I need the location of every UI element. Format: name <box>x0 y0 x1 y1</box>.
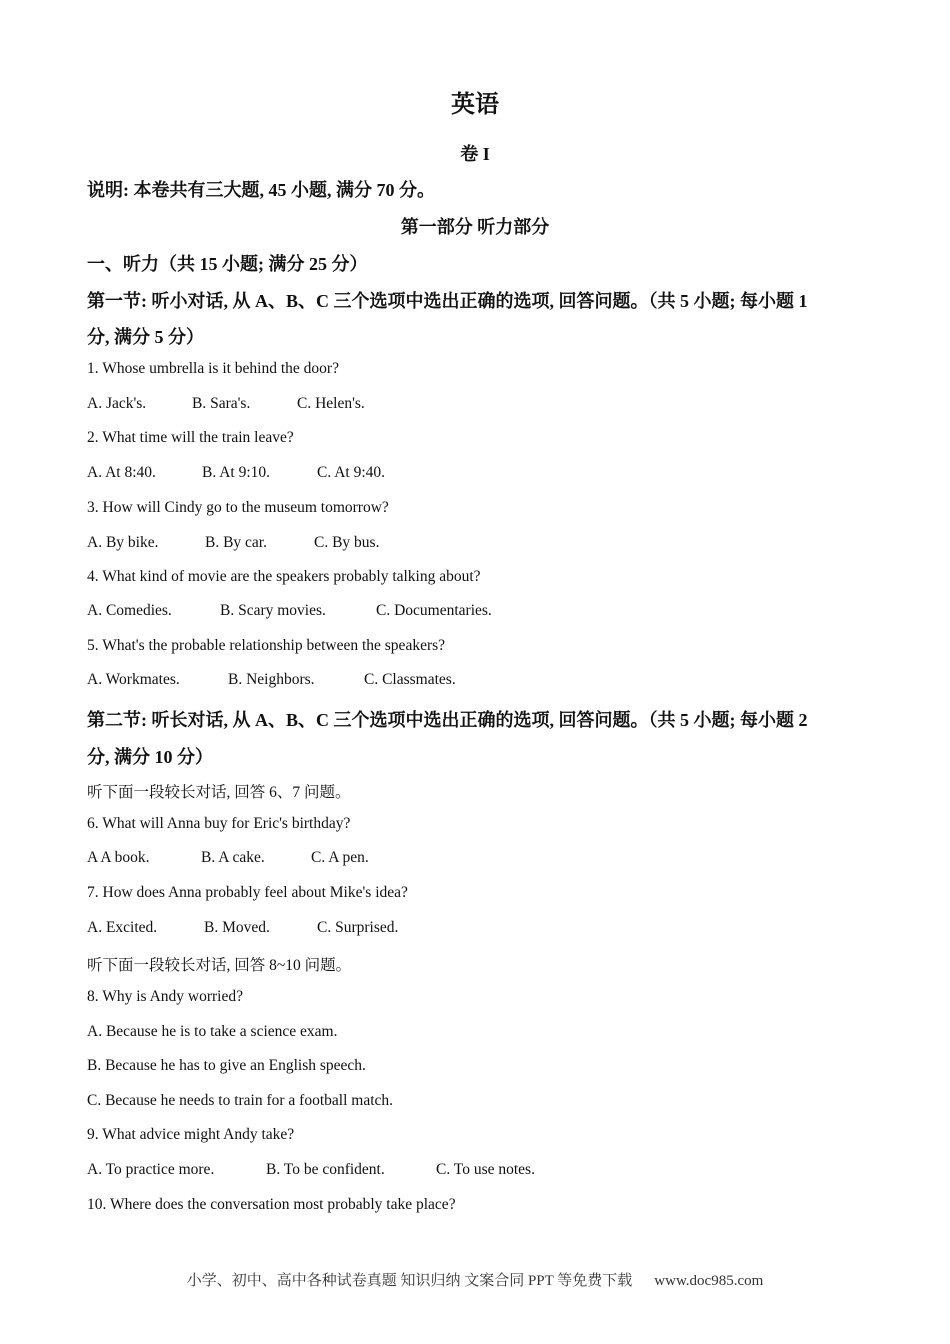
question-5-options <box>87 671 456 689</box>
section1-instruction-cont: 分, 满分 5 分） <box>87 327 204 347</box>
question-7: 7. How does Anna probably feel about Mike's idea? <box>87 884 408 901</box>
question-9: 9. What advice might Andy take? <box>87 1126 295 1143</box>
option-b: B. Moved. <box>204 919 270 936</box>
option-c: C. Helen's. <box>297 395 365 412</box>
option-a: A. At 8:40. <box>87 464 156 481</box>
option-a: A. Excited. <box>87 919 158 936</box>
option-c: C. At 9:40. <box>317 464 386 481</box>
question-6-options <box>87 849 369 867</box>
option-c: C. Classmates. <box>364 671 456 688</box>
question-2: 2. What time will the train leave? <box>87 429 294 446</box>
option-a: A. Workmates. <box>87 671 180 688</box>
option-b: B. At 9:10. <box>202 464 271 481</box>
option-c: C. A pen. <box>311 849 369 866</box>
option-a: A. Jack's. <box>87 395 147 412</box>
question-8-option-c: C. Because he needs to train for a football match. <box>87 1092 394 1109</box>
question-6: 6. What will Anna buy for Eric's birthday? <box>87 815 351 832</box>
question-3-options <box>87 534 379 552</box>
group1-intro: 听下面一段较长对话, 回答 6、7 问题。 <box>87 784 351 801</box>
option-c: C. By bus. <box>314 534 380 551</box>
question-9-options <box>87 1161 535 1179</box>
footer-url-link[interactable]: www.doc985.com <box>654 1273 764 1289</box>
question-8-option-a: A. Because he is to take a science exam. <box>87 1023 338 1040</box>
question-2-options <box>87 464 385 482</box>
exam-intro: 说明: 本卷共有三大题, 45 小题, 满分 70 分。 <box>87 180 435 200</box>
option-b: B. To be confident. <box>266 1161 385 1178</box>
question-8: 8. Why is Andy worried? <box>87 988 243 1005</box>
option-a: A. By bike. <box>87 534 159 551</box>
page-footer <box>0 1269 950 1290</box>
option-b: B. Scary movies. <box>220 602 326 619</box>
section2-instruction-cont: 分, 满分 10 分） <box>87 747 213 767</box>
question-4-options <box>87 602 492 620</box>
option-b: B. By car. <box>205 534 267 551</box>
page-title: 英语 <box>451 92 499 118</box>
option-a: A. Comedies. <box>87 602 172 619</box>
group2-intro: 听下面一段较长对话, 回答 8~10 问题。 <box>87 957 352 974</box>
volume-label: 卷 I <box>460 144 490 164</box>
question-7-options <box>87 919 398 937</box>
option-a: A A book. <box>87 849 150 866</box>
question-10: 10. Where does the conversation most probably take place? <box>87 1196 456 1213</box>
question-4: 4. What kind of movie are the speakers probably talking about? <box>87 568 481 585</box>
question-3: 3. How will Cindy go to the museum tomorrow? <box>87 499 389 516</box>
question-8-option-b: B. Because he has to give an English speech. <box>87 1057 366 1074</box>
section-heading: 一、听力（共 15 小题; 满分 25 分） <box>87 254 368 274</box>
section1-instruction: 第一节: 听小对话, 从 A、B、C 三个选项中选出正确的选项, 回答问题。（共 5 小题; 每小题 1 <box>87 291 808 311</box>
question-1: 1. Whose umbrella is it behind the door? <box>87 360 339 377</box>
option-b: B. Neighbors. <box>228 671 315 688</box>
option-b: B. Sara's. <box>192 395 251 412</box>
option-c: C. Documentaries. <box>376 602 492 619</box>
option-c: C. To use notes. <box>436 1161 535 1178</box>
section2-instruction: 第二节: 听长对话, 从 A、B、C 三个选项中选出正确的选项, 回答问题。（共 5 小题; 每小题 2 <box>87 710 808 730</box>
footer-text: 小学、初中、高中各种试卷真题 知识归纳 文案合同 PPT 等免费下载 <box>186 1273 633 1289</box>
option-c: C. Surprised. <box>317 919 399 936</box>
question-5: 5. What's the probable relationship between the speakers? <box>87 637 446 654</box>
question-1-options <box>87 395 365 413</box>
option-b: B. A cake. <box>201 849 265 866</box>
part-title: 第一部分 听力部分 <box>400 217 550 237</box>
option-a: A. To practice more. <box>87 1161 215 1178</box>
